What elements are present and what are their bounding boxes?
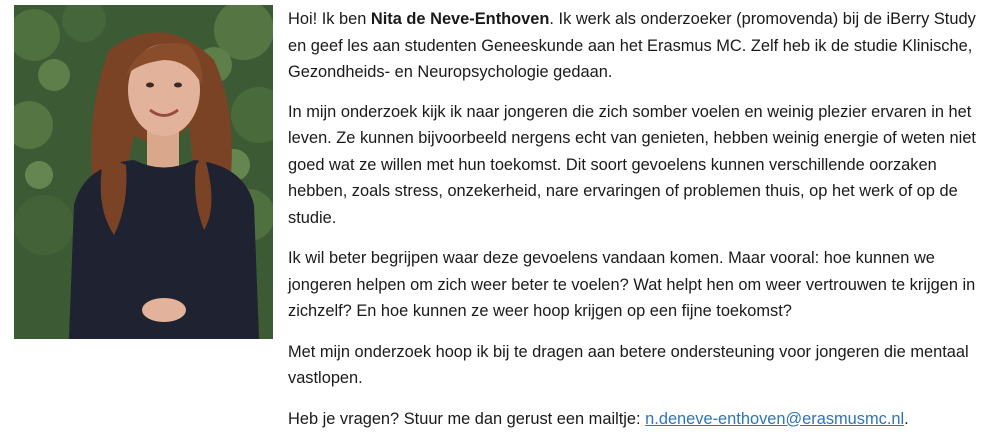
impact-paragraph: Met mijn onderzoek hoop ik bij te dragen aan betere ondersteuning voor jongeren die mentaal vastlopen.	[288, 342, 969, 387]
contact-prefix: Heb je vragen? Stuur me dan gerust een mailtje:	[288, 409, 646, 428]
intro-paragraph	[288, 6, 993, 86]
portrait-illustration	[14, 5, 273, 339]
email-link[interactable]: n.deneve-enthoven@erasmusmc.nl	[645, 409, 905, 428]
portrait-photo	[14, 5, 273, 339]
intro-greeting: Hoi! Ik ben	[288, 10, 371, 28]
intro-rest: . Ik werk als onderzoeker (promovenda) bij de iBerry Study en geef les aan studenten Geneeskunde aan het Erasmus MC. Zelf heb ik de studie Klinische, Gezondheids- en Neuropsychologie gedaan.	[288, 10, 976, 81]
bio-text	[288, 6, 993, 437]
author-name: Nita de Neve-Enthoven	[370, 10, 550, 28]
research-paragraph: In mijn onderzoek kijk ik naar jongeren die zich somber voelen en weinig plezier ervaren in het leven. Ze kunnen bijvoorbeeld nergens echt van genieten, hebben weinig energie of weten niet goed wat ze willen met hun toekomst. Dit soort gevoelens kunnen verschillende oorzaken hebben, zoals stress, onzekerheid, nare ervaringen of problemen thuis, op het werk of op de studie.	[288, 102, 976, 227]
goals-paragraph: Ik wil beter begrijpen waar deze gevoelens vandaan komen. Maar vooral: hoe kunnen we jongeren helpen om zich weer beter te voelen? Wat helpt hen om weer vertrouwen te krijgen in zichzelf? En hoe kunnen ze weer hoop krijgen op een fijne toekomst?	[288, 249, 976, 320]
contact-paragraph	[288, 406, 993, 433]
contact-suffix: .	[904, 409, 909, 428]
